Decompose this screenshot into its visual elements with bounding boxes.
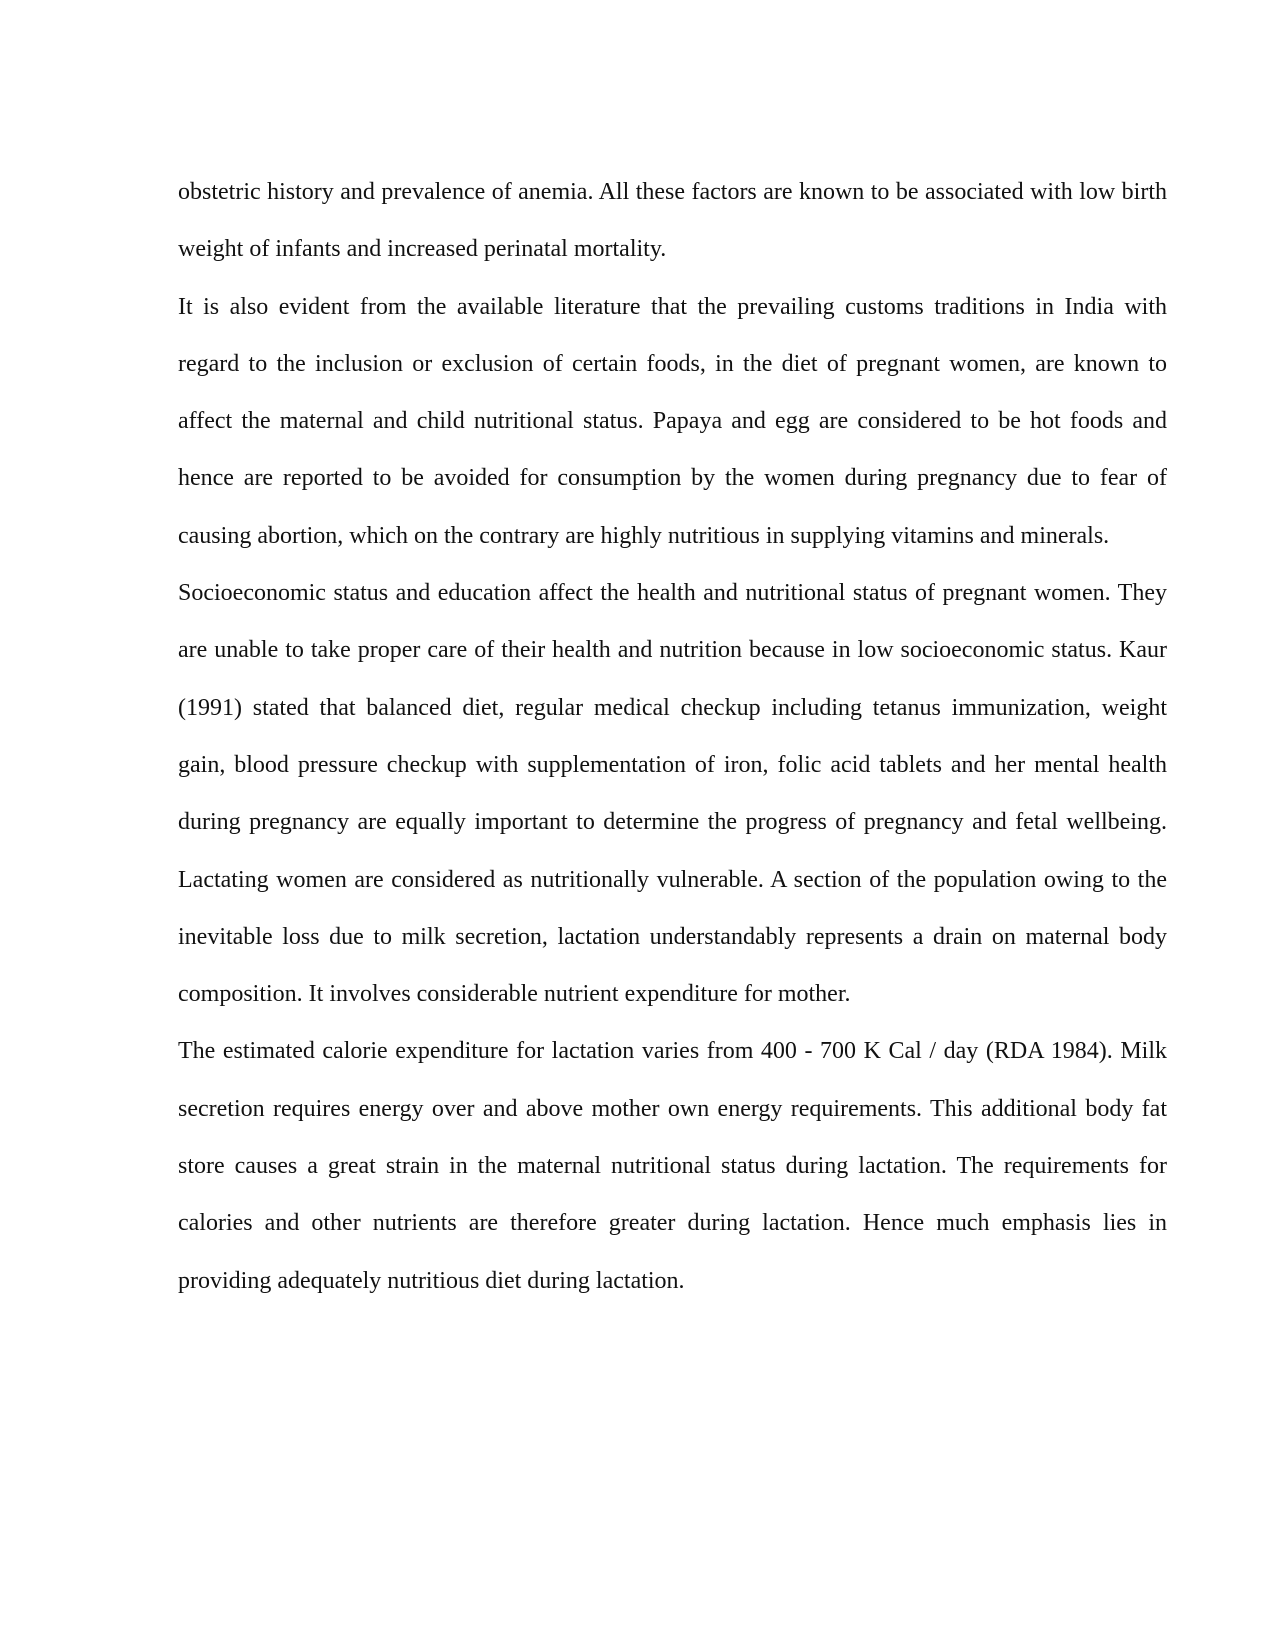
paragraph-customs-traditions: It is also evident from the available literature that the prevailing customs traditions in India with regard to the inclusion or exclusion of certain foods, in the diet of pregnant women, are known to affect the maternal and child nutritional status. Papaya and egg are considered to be hot foods and hence are reported to be avoided for consumption by the women during pregnancy due to fear of causing abortion, which on the contrary are highly nutritious in supplying vitamins and minerals.: [178, 293, 1167, 549]
paragraph-calorie-expenditure: The estimated calorie expenditure for lactation varies from 400 - 700 K Cal / day (RDA 1984). Milk secretion requires energy over and above mother own energy requirements. This additional body fat store causes a great strain in the maternal nutritional status during lactation. The requirements for calories and other nutrients are therefore greater during lactation. Hence much emphasis lies in providing adequately nutritious diet during lactation.: [178, 1038, 1167, 1294]
paragraph-socioeconomic-status: Socioeconomic status and education affect the health and nutritional status of pregnant women. They are unable to take proper care of their health and nutrition because in low socioeconomic status. Kaur (1991) stated that balanced diet, regular medical checkup including tetanus immunization, weight gain, blood pressure checkup with supplementation of iron, folic acid tablets and her mental health during pregnancy are equally important to determine the progress of pregnancy and fetal wellbeing. Lactating women are considered as nutritionally vulnerable. A section of the population owing to the inevitable loss due to milk secretion, lactation understandably represents a drain on maternal body composition. It involves considerable nutrient expenditure for mother.: [178, 580, 1167, 1008]
body-text: [178, 164, 1167, 1310]
paragraph-anemia-continuation: obstetric history and prevalence of anemia. All these factors are known to be associated with low birth weight of infants and increased perinatal mortality.: [178, 179, 1167, 263]
